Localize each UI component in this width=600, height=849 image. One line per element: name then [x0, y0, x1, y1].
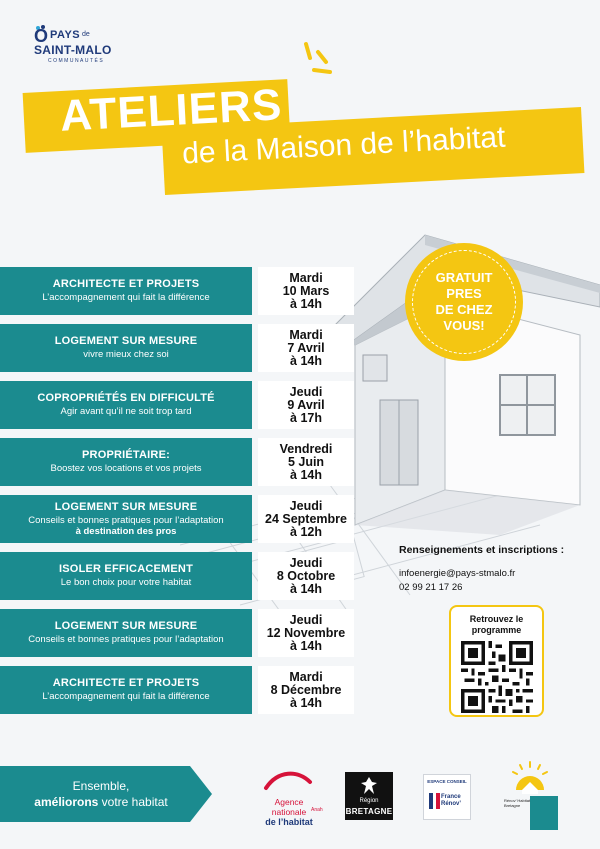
event-day-date: 12 Novembre [266, 625, 346, 640]
logo-de: de [82, 31, 90, 38]
anah-logo [259, 797, 319, 827]
event-title: ISOLER EFFICACEMENT [59, 563, 193, 576]
event-subtitle: Agir avant qu’il ne soit trop tard [60, 406, 192, 418]
event-day-date: 5 Juin [287, 454, 325, 469]
contact-email[interactable]: infoenergie@pays-stmalo.fr [399, 568, 516, 579]
event-title: PROPRIÉTAIRE: [82, 449, 170, 462]
event-row [0, 609, 365, 657]
fr-line1: France [441, 794, 461, 800]
event-band [0, 267, 252, 315]
footer-line2-bold: améliorons [34, 795, 99, 809]
event-time: à 14h [290, 353, 322, 368]
ermine-icon [359, 776, 379, 796]
qr-caption-line1: Retrouvez le [469, 614, 524, 624]
footer-line2 [12, 794, 190, 810]
logo-saint-malo: SAINT-MALO [34, 43, 112, 57]
region-line2: BRETAGNE [345, 807, 393, 816]
event-title: LOGEMENT SUR MESURE [54, 335, 198, 348]
badge-line: DE CHEZ [435, 302, 493, 317]
free-badge [405, 243, 523, 361]
logo-o: O [34, 26, 49, 46]
event-day-date: 9 Avril [287, 397, 325, 412]
anah-line2: nationale [271, 807, 307, 817]
sparkle-icon [300, 40, 336, 80]
event-time: à 17h [290, 410, 322, 425]
event-subtitle-bold: à destination des pros [75, 526, 177, 537]
event-subtitle: Le bon choix pour votre habitat [60, 577, 192, 589]
event-title: COPROPRIÉTÉS EN DIFFICULTÉ [37, 392, 215, 405]
qr-caption [451, 614, 542, 636]
sun-house-icon [500, 760, 560, 832]
event-day-date: 24 Septembre [265, 511, 347, 526]
badge-line: VOUS! [443, 318, 485, 333]
france-flag-icon [429, 793, 440, 809]
event-time: à 14h [290, 467, 322, 482]
event-row [0, 381, 365, 429]
event-time: à 14h [290, 581, 322, 596]
event-day: Jeudi [289, 612, 323, 627]
event-day: Jeudi [289, 555, 323, 570]
event-date [258, 267, 354, 315]
event-band [0, 495, 252, 543]
event-title: LOGEMENT SUR MESURE [54, 500, 198, 513]
event-subtitle: L’accompagnement qui fait la différence [42, 691, 210, 703]
renov-caption: Rénov’ Habitat Bretagne [504, 798, 531, 808]
event-day: Mardi [289, 327, 323, 342]
badge-line: GRATUIT [435, 270, 493, 285]
event-subtitle: Boostez vos locations et vos projets [50, 463, 202, 475]
event-row [0, 324, 365, 372]
event-subtitle: Conseils et bonnes pratiques pour l’adaptation [28, 634, 224, 646]
contact-phone[interactable]: 02 99 21 17 26 [399, 582, 463, 593]
event-band [0, 381, 252, 429]
event-row [0, 552, 365, 600]
logo-pays: PAYS [50, 29, 81, 41]
logo-communautes: COMMUNAUTÉS [48, 58, 105, 64]
region-bretagne-logo [345, 772, 393, 820]
event-subtitle: L’accompagnement qui fait la différence [42, 292, 210, 304]
event-band [0, 552, 252, 600]
event-time: à 14h [290, 638, 322, 653]
event-date [258, 324, 354, 372]
event-band [0, 438, 252, 486]
footer-line2-rest: votre habitat [98, 795, 168, 809]
event-day-date: 8 Décembre [270, 682, 342, 697]
event-day-date: 7 Avril [287, 340, 325, 355]
france-renov-logo [423, 774, 471, 820]
qr-code-icon[interactable] [461, 641, 533, 713]
event-day: Mardi [289, 270, 323, 285]
event-row [0, 267, 365, 315]
footer-slogan [12, 778, 190, 810]
fr-line2: Rénov’ [441, 801, 462, 807]
event-date [258, 381, 354, 429]
fr-caption: ESPACE CONSEIL [427, 779, 467, 784]
anah-line1: Agence [274, 797, 304, 807]
event-date [258, 666, 354, 714]
event-day: Vendredi [279, 441, 333, 456]
page-subtitle: de la Maison de l’habitat [181, 120, 507, 171]
event-day: Mardi [289, 669, 323, 684]
event-day: Jeudi [289, 384, 323, 399]
event-date [258, 552, 354, 600]
event-time: à 14h [290, 296, 322, 311]
event-band [0, 666, 252, 714]
qr-caption-line2: programme [471, 625, 522, 635]
event-time: à 12h [290, 524, 322, 539]
event-row [0, 495, 365, 543]
event-date [258, 438, 354, 486]
event-band [0, 324, 252, 372]
event-title: ARCHITECTE ET PROJETS [52, 677, 200, 690]
qr-card[interactable] [449, 605, 544, 717]
footer-line1: Ensemble, [72, 779, 130, 793]
event-day-date: 8 Octobre [276, 568, 336, 583]
event-row [0, 438, 365, 486]
event-date [258, 609, 354, 657]
badge-line: PRES [446, 286, 482, 301]
region-line1: Région [359, 798, 379, 804]
event-time: à 14h [290, 695, 322, 710]
event-row [0, 666, 365, 714]
contact-heading: Renseignements et inscriptions : [399, 544, 565, 556]
event-day: Jeudi [289, 498, 323, 513]
event-day-date: 10 Mars [282, 283, 330, 298]
anah-tag: Anah [311, 807, 323, 813]
page-title: ATELIERS [58, 80, 284, 141]
event-subtitle: vivre mieux chez soi [83, 349, 169, 361]
event-title: LOGEMENT SUR MESURE [54, 620, 198, 633]
free-badge-inner [412, 250, 516, 354]
anah-line3: de l’habitat [265, 817, 313, 827]
event-subtitle: Conseils et bonnes pratiques pour l’adaptation [28, 514, 224, 526]
contact-block [399, 544, 589, 593]
event-date [258, 495, 354, 543]
renov-habitat-bretagne-logo [500, 760, 560, 832]
event-band [0, 609, 252, 657]
event-title: ARCHITECTE ET PROJETS [52, 278, 200, 291]
